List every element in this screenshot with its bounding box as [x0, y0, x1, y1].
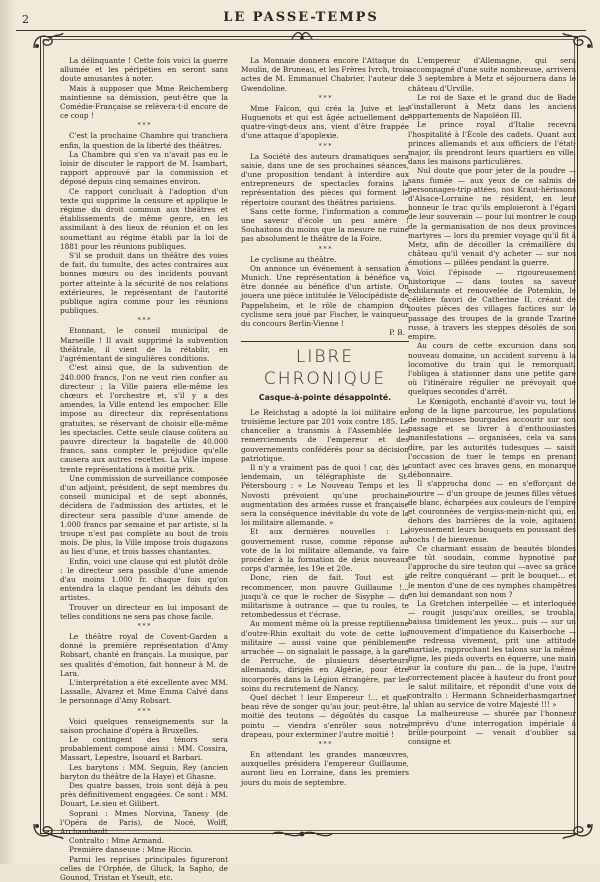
corner-ornament-icon — [560, 30, 596, 52]
paragraph: Les barytons : MM. Seguin, Rey (ancien baryton du théâtre de la Haye) et Ghasne. — [60, 762, 228, 781]
paragraph: Quel déchet ! leur Empereur !... et quel beau rêve de songer qu'au jour, peut-être, la moitié des teutons — dégoûtés du casque pointu — viendra s'enrôler sous notre drapeau, pour exterminer l'autre moitié ! — [241, 692, 409, 739]
paragraph: La Gretchen interpellée — et interloquée — rougit jusqu'aux oreilles, se troubla, baissa timidement les yeux... puis — sur un mouvement d'impatience du Kaiserboche — se redressa vivement, prit une attitude martiale, rapprochant les talons sur la même ligne, les pieds ouverts en équerre, une main sur la couture du pan... de la jupe, l'autre correctement placée à hauteur du front pour le salut militaire, et répondit d'une voix de contralto : Hermann Schneiderhasmgartner ! uhlan au service de votre Majesté !!! » — [408, 598, 576, 710]
paragraph: Trouver un directeur en lui imposant de telles conditions ne sera pas chose facile. — [60, 602, 228, 621]
paragraph: C'est la prochaine Chambre qui tranchera enfin, la question de la liberté des théâtres. — [60, 131, 228, 150]
asterism: * * * — [137, 707, 151, 715]
page-number: 2 — [22, 13, 29, 26]
paragraph: Ce charmant essaim de beautés blondes se tût soudain, comme hypnotisé par l'approche du sire teuton qui —avec sa grâce de reître conquérant — prit le bouquet... et le menton d'une de ces nymphes champêtres en lui demandant son nom ? — [408, 543, 576, 599]
paragraph: Le Reichstag a adopté la loi militaire en troisième lecture par 201 voix contre 185. Le chancelier a transmis à l'Assemblée les remerciements de l'empereur et des gouvernements confédérés pour sa décision patriotique. — [241, 407, 409, 463]
signature: P. B. — [389, 328, 405, 338]
paragraph: Mme Falcon, qui créa la Juive et les Huguenots et qui est âgée actuellement de quatre-vingt-deux ans, vient d'être frappée d'une attaque d'apoplexie. — [241, 103, 409, 141]
paragraph: Et aux dernières nouvelles : Le gouvernement russe, comme réponse au vote de la loi militaire allemande, va faire procéder à la formation de deux nouveaux corps d'armée, les 19e et 20e. — [241, 527, 409, 574]
paragraph: L'interprétation a été excellente avec MM. Lassalle, Alvarez et Mme Emma Calvé dans le personnage d'Amy Robsart. — [60, 678, 228, 706]
asterism: * * * — [137, 622, 151, 630]
paragraph: Des quatre basses, trois sont déjà à peu près définitivement engagées. Ce sont : MM. Douart, Le.sieu et Gilibert. — [60, 781, 228, 809]
section-subtitle: Casque-à-pointe désappointé. — [258, 393, 392, 403]
paragraph: Contralto : Mme Armand. — [69, 836, 164, 846]
bottom-center-ornament-icon — [270, 826, 334, 842]
paragraph: Donc, rien de fait. Tout est à recommencer, mon pauvre Guillaume !... jusqu'à ce que le rocher de Sisyphe — du militarisme à outrance — que tu roules, te retombedessus et t'écrase. — [241, 573, 409, 620]
paragraph: On annonce un événement à sensation à Munich. Une représentation à bénéfice va être donnée au bénéfice d'un artiste. On jouera une pièce intitulée le Vélocipédiste de Pappelsheim, et le rôle de champion du cyclisme sera joué par Fischer, le vainqueur du concours Berlin-Vienne ! — [241, 263, 409, 329]
top-center-ornament-icon — [290, 29, 314, 43]
paragraph: Le contingent des ténors sera probablement composé ainsi : MM. Cossira, Massart, Lepestre, Isouard et Barbari. — [60, 735, 228, 763]
paragraph: En attendant les grandes manœuvres, auxquelles présidera l'empereur Guillaume, auront lieu en Lorraine, dans les premiers jours du mois de septembre. — [241, 750, 409, 787]
paragraph: Le théâtre royal de Covent-Garden a donné la première représentation d'Amy Robsart, chanté en français. La musique, par ses qualités d'émotion, fait honneur à M. de Lara. — [60, 631, 228, 678]
section-title: LIBRE CHRONIQUE — [263, 347, 387, 390]
paragraph: Etonnant, le conseil municipal de Marseille ! Il avait supprimé la subvention théâtrale, il vient de la rétablir, en l'agrémentant de singulières conditions. — [60, 326, 228, 364]
paragraph: Première danseuse : Mme Riccio. — [69, 845, 194, 855]
paragraph: La Monnaie donnera encore l'Attaque du Moulin, de Bruneau, et les Frères Ivrch, trois actes de M. Emmanuel Chabrier, l'auteur de Gwendoline. — [241, 56, 409, 93]
paragraph: Sans cette forme, l'information a comme une saveur d'école un peu amère ! Souhaitons du moins que la mesure ne ruine pas absolument le théâtre de la Foire. — [241, 206, 409, 244]
paragraph: Parmi les reprises principales figureront celles de l'Orphée, de Gluck, la Sapho, de Gounod, Tristan et Yseult, etc. — [60, 854, 228, 882]
paragraph: S'il se produit dans un théâtre des voies de fait, du tumulte, des actes contraires aux bonnes mœurs ou des incidents pouvant porter atteinte à la sécurité de nos relations extérieures, le représentant de l'autorité publique agira comme pour les réunions publiques. — [60, 251, 228, 316]
asterism: * * * — [137, 122, 151, 130]
paragraph: Le cyclisme au théâtre. — [250, 254, 337, 264]
paragraph: Voici quelques renseignements sur la saison prochaine d'opéra à Bruxelles. — [60, 716, 228, 735]
column-middle — [241, 56, 409, 822]
paragraph: L'empereur d'Allemagne, qui sera accompagné d'une suite nombreuse, arrivera le 3 septembre à Metz et séjournera dans le château d'Urville. — [408, 56, 576, 93]
paragraph: La délinquante ! Cette fois voici la guerre allumée et les péripéties en seront sans doute amusantes à noter. — [60, 56, 228, 84]
paragraph: Au cours de cette excursion dans son nouveau domaine, un accident survenu à la locomotive du train qui le remorquait, l'obligea à stationner dans une petite gare où l'itinéraire régulier ne prévoyait que quelques secondes d'arrêt. — [408, 341, 576, 397]
paragraph: C'est ainsi que, de la subvention de 240.000 francs, l'on ne veut rien confier au directeur ; la Ville paiera elle-même les chœurs et l'orchestre et, s'il y a des amendes, la Ville entend les empocher. Elle impose au directeur dix représentations gratuites, se réservant de choisir elle-même les spectacles. Cette seule clause coûtera au pauvre directeur la bagatelle de 40.000 francs, sans compter le préjudice qu'elle causera aux autres recettes. La Ville impose trente représentations à moitié prix. — [60, 363, 228, 474]
corner-ornament-icon — [560, 820, 596, 842]
section-rule — [241, 341, 409, 342]
paragraph: Le prince royal d'Italie recevra l'hospitalité à l'École des cadets. Quant aux princes allemands et aux officiers de l'état-major, ils prendront leurs quartiers en ville, dans les maisons particulières. — [408, 120, 576, 167]
paragraph: La Société des auteurs dramatiques sera saisie, dans une de ses prochaines séances, d'une proposition tendant à interdire aux entrepreneurs de spectacles forains la représentation des pièces qui forment le répertoire courant des théâtres parisiens. — [241, 151, 409, 207]
paragraph: Le Kœnigoth, enchanté d'avoir vu, tout le long de la ligne parcourue, les populations de nombreuses bourgades accourir sur son passage et se livrer à d'enthousiastes manifestations — organisées, cela va sans dire, par les autorités tudesques — saisit l'occasion de tuer le temps en prenant contact avec ces braves gens, en monarque débonnaire. — [408, 396, 576, 480]
paragraph: Nul doute que pour jeter de la poudre — sans fumée — aux yeux de ce salmis de personnages-trip-attées, nos Kraut-hérissons d'Alsace-Lorraine ne résident, en leur honneur le trac qu'ils emploieront à l'égard de leur souverain — pour lui montrer le coup de la germanisation de nos deux provinces martyres — lors du premier voyage qu'il fit à Metz, afin de décoiller la crémaillère du château qu'il venait d'y acheter — sur nos émotions — pillées pendant la guerre. — [408, 166, 576, 268]
asterism: * * * — [318, 245, 332, 253]
paragraph: La malheureuse — shurée par l'honneur imprévu d'une interrogation impériale à brûle-pourpoint — venait d'oublier sa consigne et — [408, 709, 576, 747]
paragraph: Il n'y a vraiment pas de quoi ! car, dès le lendemain, un télégraphiste de St-Pétersbourg : « Le Nouveau Temps et les Novosti prévoient qu'une prochaine augmentation des armées russe et française sera la conséquence inévitable du vote de la loi militaire allemande. » — [241, 462, 409, 528]
paragraph: Ce rapport concluait à l'adoption d'un texte qui supprime la censure et applique le régime du droit commun aux théâtres et établissements de même genre, en les assimilant à des lieux de réunion et on les soumettant au régime établi par la loi de 1881 pour les réunions publiques. — [60, 186, 228, 251]
paragraph: Il s'approcha donc — en s'efforçant de sourire — d'un groupe de jeunes filles vêtues de blanc, écharpées aux couleurs de l'empire et couronnées de vergiss-mein-nicht qui, en dehors des barrières de la voie, agitaient joyeusement leurs bouquets en poussant des hochs ! de bienvenue. — [408, 479, 576, 544]
asterism: * * * — [137, 317, 151, 325]
paragraph: Mais à supposer que Mme Reichemberg maintienne sa démission, peut-être que la Comédie-Française se relèvera-t-il encore de ce coup ! — [60, 83, 228, 121]
column-right — [408, 56, 576, 822]
paragraph: Une commission de surveillance composée d'un adjoint, président, de sept membres du conseil municipal et de sept abonnés, décidera de l'admission des artistes, et le directeur sera passible d'une amende de 1.000 francs par semaine et par artiste, si la troupe n'est pas complète au bout de trois mois. De plus, la Ville impose trois dugazons au lieu d'une, et trois basses chantantes. — [60, 473, 228, 557]
asterism: * * * — [318, 741, 332, 748]
paragraph: Au moment même où la presse reptilienne d'outre-Rhin exultait du vote de cette loi militaire — aussi vaine que péniblement arrachée — on signalait le passage, à la gare de Perruche, de plusieurs déserteurs allemands, dirigés en Algérie, pour être incorporés dans la Légion étrangère, par les soins du recrutement de Nancy. — [241, 619, 409, 693]
paragraph: La Chambre qui s'en va n'avait pas eu le loisir de discuter le rapport de M. Isambart, rapport approuvé par la commission et déposé depuis cinq semaines environ. — [60, 149, 228, 187]
column-left — [60, 56, 228, 882]
corner-ornament-icon — [30, 30, 66, 52]
paragraph: Le roi de Saxe et le grand duc de Bade s'installeront à Metz dans les anciens appartements de Napoléon III. — [408, 92, 576, 121]
page-edge — [0, 0, 16, 864]
paragraph: Voici l'épisode — rigoureusement historique — dans toutes sa saveur exhilarante et renouvelée de Potemkin, le célèbre favori de Catherine II, créant de toutes pièces des villages factices sur le passage des troupes de la grande Tzarine russe, à travers les steppes désolés de son empire. — [408, 267, 576, 342]
asterism: * * * — [318, 142, 332, 150]
newspaper-title: LE PASSE-TEMPS — [223, 10, 379, 25]
asterism: * * * — [318, 94, 332, 102]
paragraph: Soprani : Mmes Norvina, Tanesy (de l'Opéra de Paris), de Nocé, Wolff, Archambault. — [60, 808, 228, 837]
paragraph: Enfin, voici une clause qui est plutôt drôle : le directeur sera passible d'une amende d'au moins 1.000 fr. chaque fois qu'on entendra la claque pendant les débuts des artistes. — [60, 556, 228, 603]
